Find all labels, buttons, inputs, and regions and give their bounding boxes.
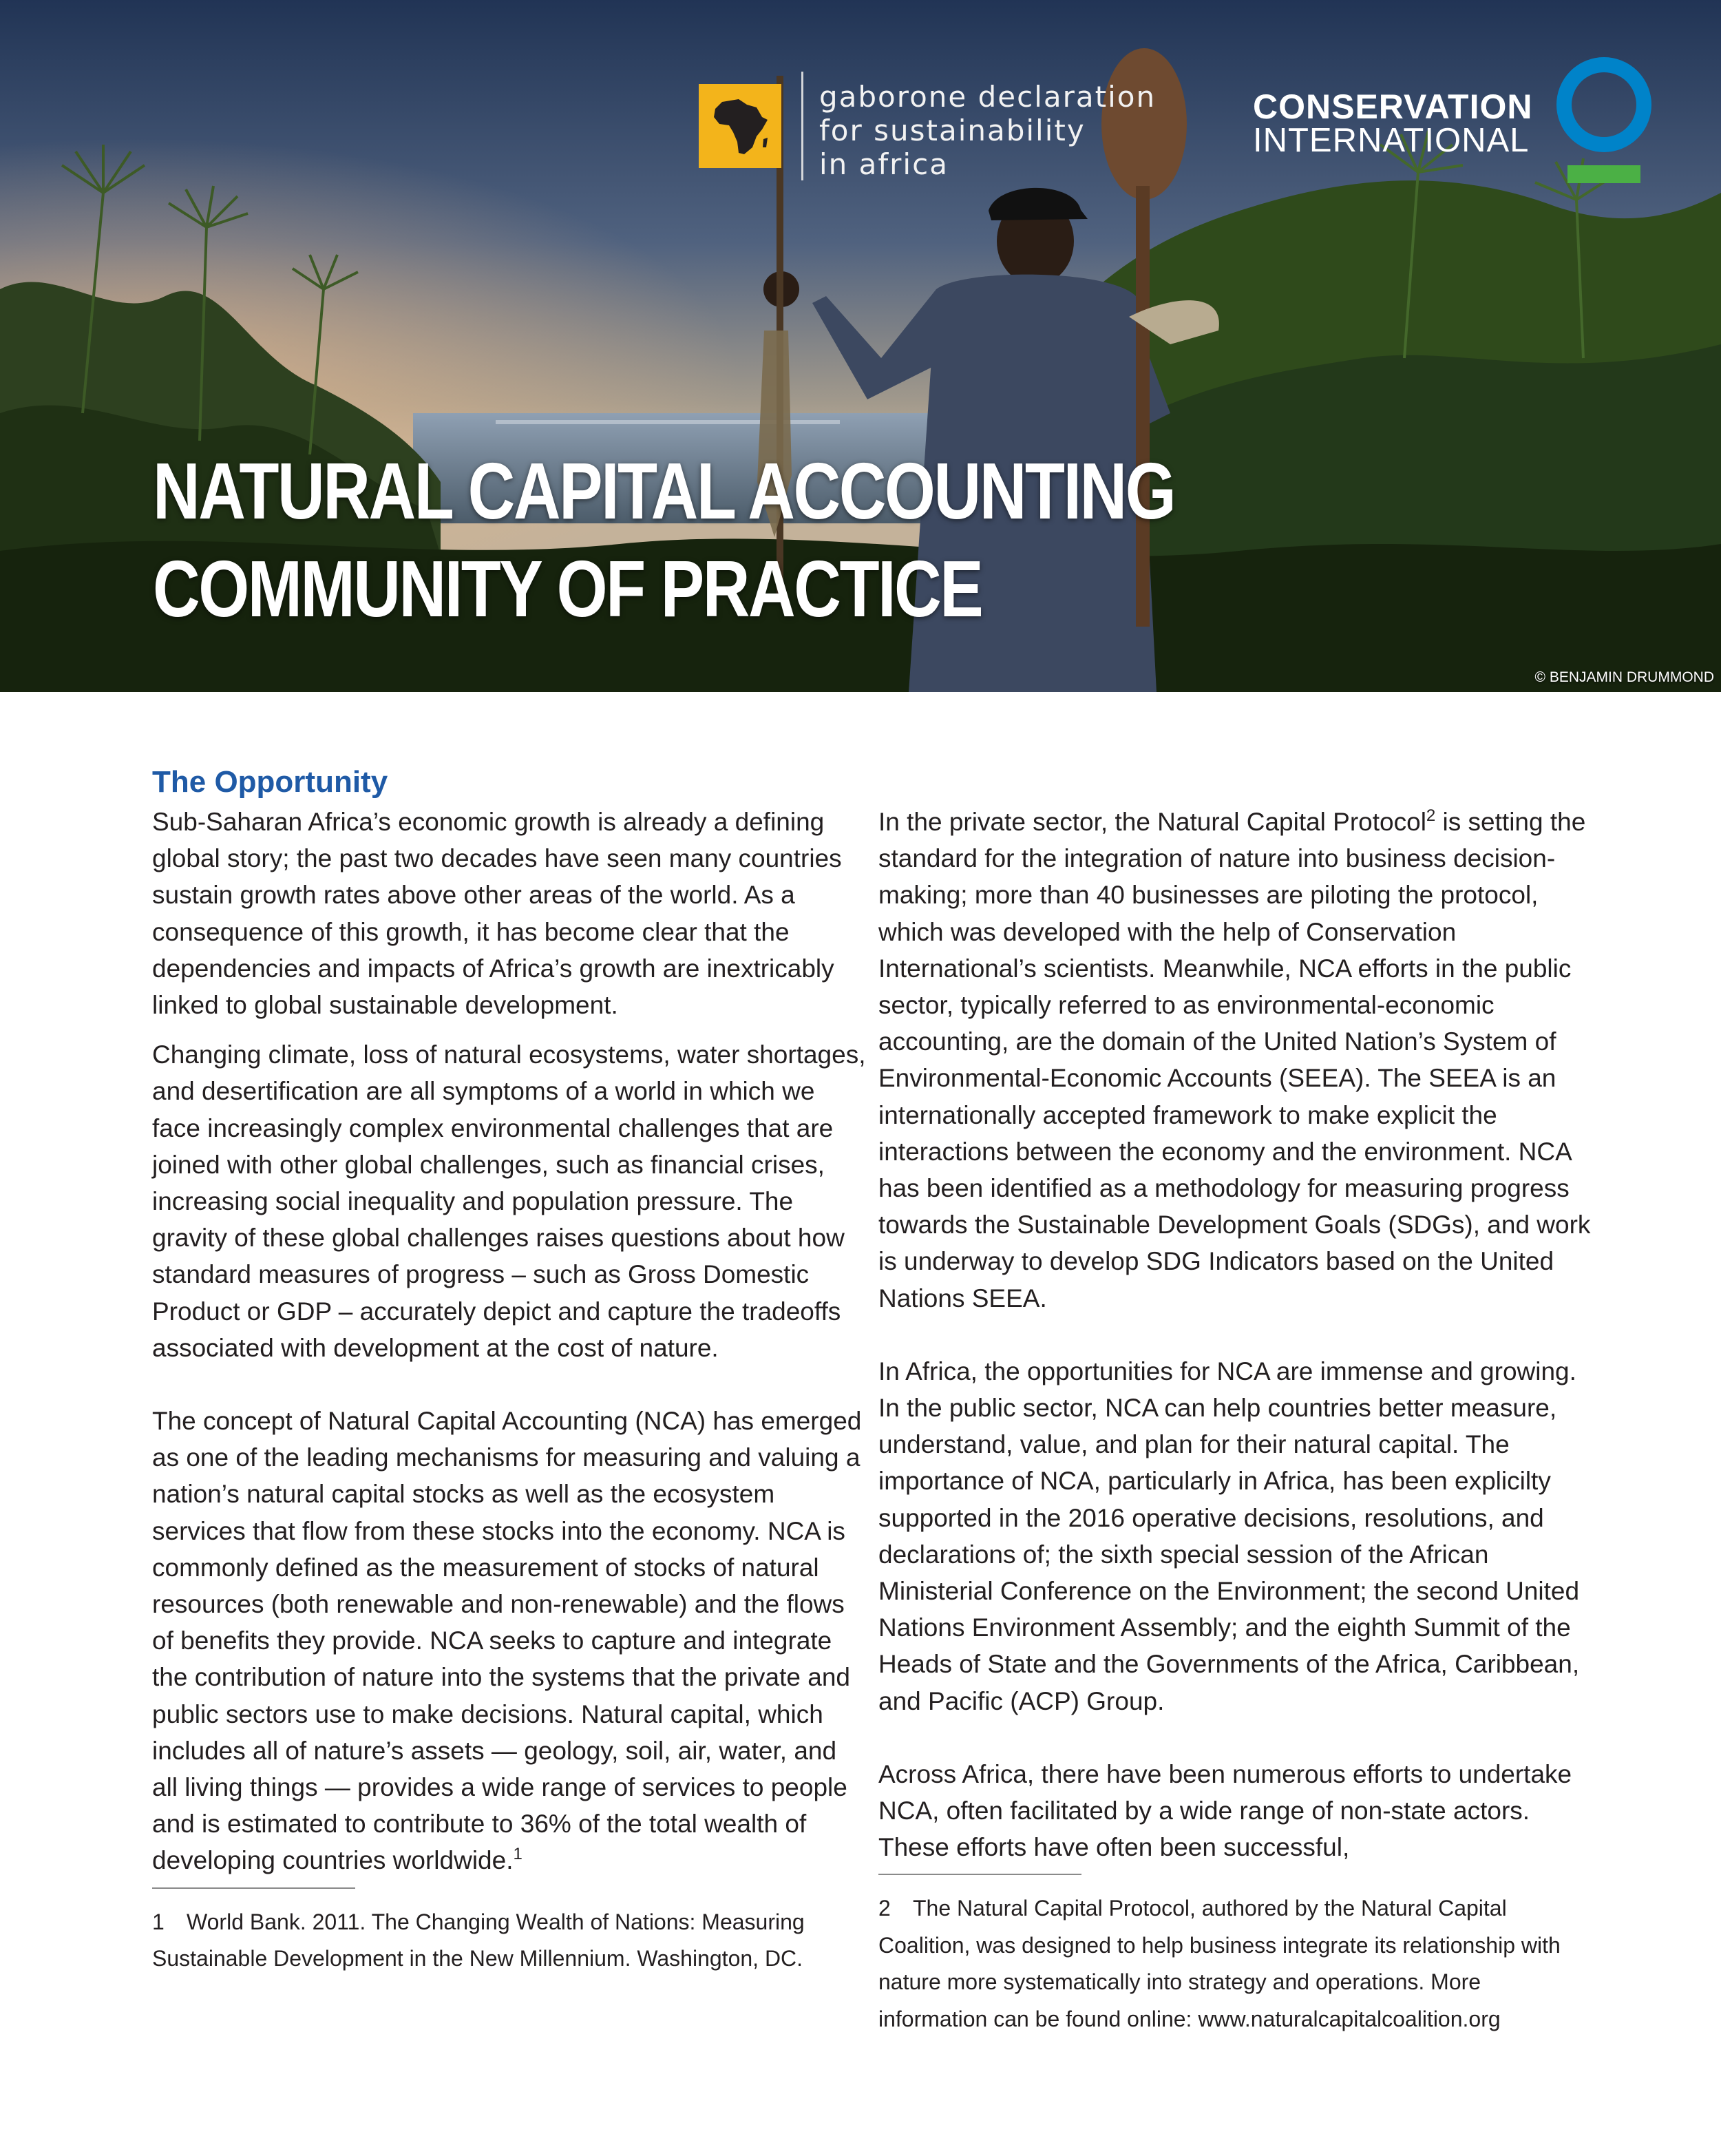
conservation-international-logo-icon bbox=[1552, 55, 1656, 186]
logo-divider bbox=[801, 72, 803, 180]
africa-map-icon bbox=[699, 84, 781, 168]
footnote-1 bbox=[152, 1904, 868, 1978]
footnote-number: 2 bbox=[878, 1896, 891, 1921]
left-column bbox=[152, 761, 868, 1978]
ci-wordmark-line-2: INTERNATIONAL bbox=[1253, 122, 1530, 159]
paragraph-nca-concept-text: The concept of Natural Capital Accounting (NCA) has emerged as one of the leading mechanisms for measuring and valuing a nation’s natural capital stocks as well as the ecosystem services that flow from these stocks into the economy. NCA is commonly defined as the measurement of stocks of natural resources (both renewable and non-renewable) and the flows of benefits they provide. NCA seeks to capture and integrate the contribution of nature into the systems that the private and public sectors use to make decisions. Natural capital, which includes all of nature’s assets — geology, soil, air, water, and all living things — provides a wide range of services to people and is estimated to contribute to 36% of the total wealth of developing countries worldwide. bbox=[152, 1407, 862, 1875]
paragraph-private-sector-rest: is setting the standard for the integration of nature into business decision-making; more than 40 businesses are piloting the protocol, which was developed with the help of Conservation International’s scientists. Meanwhile, NCA efforts in the public sector, typically referred to as environmental-economic accounting, are the domain of the United Nation’s System of Environmental-Economic Accounts (SEEA). The SEEA is an internationally accepted framework to make explicit the interactions between the economy and the environment. NCA has been identified as a methodology for measuring progress towards the Sustainable Development Goals (SDGs), and work is underway to develop SDG Indicators based on the United Nations SEEA. bbox=[878, 808, 1591, 1312]
gd-line-2: for sustainability bbox=[819, 114, 1086, 147]
paragraph-climate: Changing climate, loss of natural ecosystems, water shortages, and desertification are all symptoms of a world in which we face increasingly complex environmental challenges that are joined with other global challenges, such as financial crises, increasing social inequality and population pressure. The gravity of these global challenges raises questions about how standard measures of progress – such as Gross Domestic Product or GDP – accurately depict and capture the tradeoffs associated with development at the cost of nature. bbox=[152, 1040, 866, 1362]
footnote-number: 1 bbox=[152, 1909, 165, 1934]
gd-line-1: gaborone declaration bbox=[819, 80, 1157, 114]
footnote-rule bbox=[152, 1887, 355, 1889]
gd-line-3: in africa bbox=[819, 147, 949, 181]
paragraph-across-africa: Across Africa, there have been numerous efforts to undertake NCA, often facilitated by a wide range of non-state actors. These efforts have often been successful, bbox=[878, 1759, 1572, 1862]
africa-logo bbox=[699, 84, 781, 168]
section-heading: The Opportunity bbox=[152, 765, 388, 799]
title-line-1: NATURAL CAPITAL ACCOUNTING bbox=[153, 446, 1175, 536]
footnote-text: World Bank. 2011. The Changing Wealth of Nations: Measuring Sustainable Development in the New Millennium. Washington, DC. bbox=[152, 1909, 805, 1971]
footnote-text: The Natural Capital Protocol, authored by the Natural Capital Coalition, was designed to help business integrate its relationship with nature more systematically into strategy and operations. More information can be found online: www.naturalcapitalcoalition.org bbox=[878, 1896, 1561, 2031]
gaborone-declaration-wordmark bbox=[819, 80, 1157, 181]
right-column bbox=[878, 804, 1594, 2038]
hero-banner bbox=[0, 0, 1721, 692]
ci-wordmark-line-1: CONSERVATION bbox=[1253, 87, 1533, 126]
paragraph-growth: Sub-Saharan Africa’s economic growth is already a defining global story; the past two decades have seen many countries sustain growth rates above other areas of the world. As a consequence of this growth, it has become clear that the dependencies and impacts of Africa’s growth are inextricably linked to global sustainable development. bbox=[152, 808, 842, 1020]
photo-credit: © BENJAMIN DRUMMOND bbox=[1534, 669, 1714, 685]
paragraph-private-sector-start: In the private sector, the Natural Capital Protocol bbox=[878, 808, 1426, 836]
paragraph-africa-opportunities: In Africa, the opportunities for NCA are immense and growing. In the public sector, NCA can help countries better measure, understand, value, and plan for their natural capital. The importance of NCA, particularly in Africa, has been explicilty supported in the 2016 operative decisions, resolutions, and declarations of; the sixth special session of the African Ministerial Conference on the Environment; the second United Nations Environment Assembly; and the eighth Summit of the Heads of State and the Governments of the Africa, Caribbean, and Pacific (ACP) Group. bbox=[878, 1357, 1580, 1715]
footnote-rule bbox=[878, 1874, 1081, 1875]
paragraph-nca-concept bbox=[152, 1403, 868, 1879]
page-title bbox=[153, 442, 1399, 638]
footnote-2 bbox=[878, 1890, 1594, 2038]
paragraph-private-sector bbox=[878, 804, 1594, 1317]
footnote-ref-1: 1 bbox=[513, 1845, 522, 1864]
title-line-2: COMMUNITY OF PRACTICE bbox=[153, 544, 982, 634]
footnote-ref-2: 2 bbox=[1426, 806, 1436, 825]
